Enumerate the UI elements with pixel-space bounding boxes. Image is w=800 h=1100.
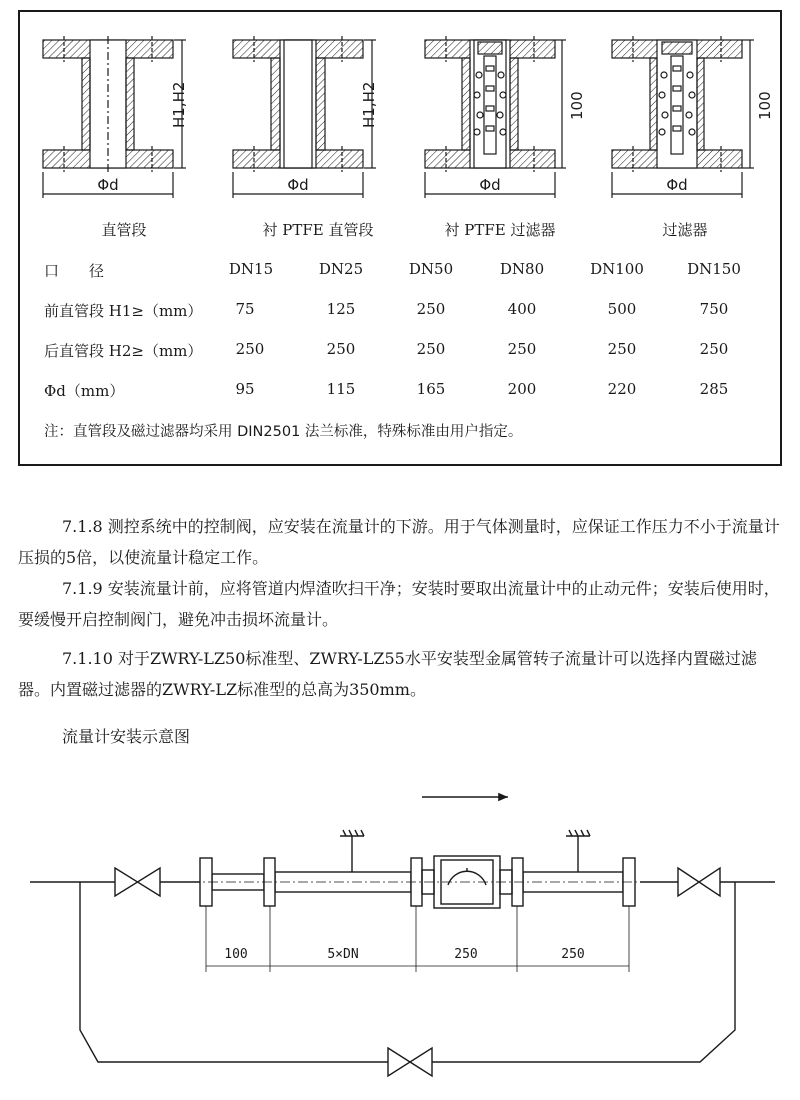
- table-row-label: 前直管段 H1≥（mm）: [44, 302, 203, 320]
- table-size: DN15: [228, 260, 274, 278]
- table-cell: 220: [607, 380, 637, 398]
- table-cell: 285: [699, 380, 729, 398]
- install-dim-5dn: 5×DN: [327, 947, 359, 962]
- table-cell: 125: [326, 300, 356, 318]
- table-cell: 95: [235, 380, 255, 398]
- diagram-label-ptfe-straight-pipe: 衬 PTFE 直管段: [262, 221, 374, 239]
- table-size: DN25: [318, 260, 364, 278]
- diagram-ptfe-straight-pipe: [233, 36, 376, 198]
- table-cell: 250: [416, 300, 446, 318]
- dim-d-3: Φd: [479, 176, 501, 194]
- section-title: 流量计安装示意图: [62, 727, 191, 746]
- table-size: DN100: [590, 260, 644, 278]
- diagram-filter: [612, 36, 754, 198]
- table-row-label: Φd（mm）: [44, 382, 125, 400]
- table-cell: 400: [507, 300, 537, 318]
- table-cell: 200: [507, 380, 537, 398]
- table-row-label: 后直管段 H2≥（mm）: [44, 342, 203, 360]
- diagram-label-filter: 过滤器: [662, 221, 708, 239]
- dim-h-4: 100: [756, 91, 774, 120]
- dim-d-4: Φd: [666, 176, 688, 194]
- table-size: DN150: [687, 260, 741, 278]
- diagram-label-ptfe-filter: 衬 PTFE 过滤器: [444, 221, 556, 239]
- paragraph-7-1-10: 7.1.10 对于ZWRY-LZ50标准型、ZWRY-LZ55水平安装型金属管转子流量计可以选择内置磁过滤器。内置磁过滤器的ZWRY-LZ标准型的总高为350mm。: [18, 649, 757, 699]
- install-dim-100: 100: [224, 947, 248, 962]
- table-cell: 250: [507, 340, 537, 358]
- install-dim-250-a: 250: [454, 947, 478, 962]
- diagram-straight-pipe: [43, 36, 186, 198]
- table-note: 注：直管段及磁过滤器均采用 DIN2501 法兰标准，特殊标准由用户指定。: [44, 424, 523, 440]
- table-cell: 115: [326, 380, 356, 398]
- table-cell: 500: [607, 300, 637, 318]
- table-cell: 250: [699, 340, 729, 358]
- dim-d-1: Φd: [97, 176, 119, 194]
- table-cell: 250: [416, 340, 446, 358]
- table-cell: 250: [235, 340, 265, 358]
- install-dim-250-b: 250: [561, 947, 585, 962]
- diagram-label-straight-pipe: 直管段: [101, 221, 147, 239]
- table-size: DN80: [499, 260, 545, 278]
- paragraph-7-1-8: 7.1.8 测控系统中的控制阀，应安装在流量计的下游。用于气体测量时，应保证工作压力不小于流量计压损的5倍，以使流量计稳定工作。: [18, 517, 780, 567]
- dim-d-2: Φd: [287, 176, 309, 194]
- table-cell: 165: [416, 380, 446, 398]
- table-cell: 75: [235, 300, 255, 318]
- table-cell: 750: [699, 300, 729, 318]
- dim-h-1: H1,H2: [170, 81, 188, 128]
- table-size: DN50: [408, 260, 454, 278]
- diagram-ptfe-filter: [425, 36, 566, 198]
- installation-schematic: [30, 797, 775, 1076]
- table-cell: 250: [326, 340, 356, 358]
- table-header-label: 口 径: [44, 262, 105, 280]
- table-cell: 250: [607, 340, 637, 358]
- dim-h-3: 100: [568, 91, 586, 120]
- paragraph-7-1-9: 7.1.9 安装流量计前，应将管道内焊渣吹扫干净；安装时要取出流量计中的止动元件；安装后使用时，要缓慢开启控制阀门，避免冲击损坏流量计。: [18, 579, 780, 629]
- dim-h-2: H1,H2: [360, 81, 378, 128]
